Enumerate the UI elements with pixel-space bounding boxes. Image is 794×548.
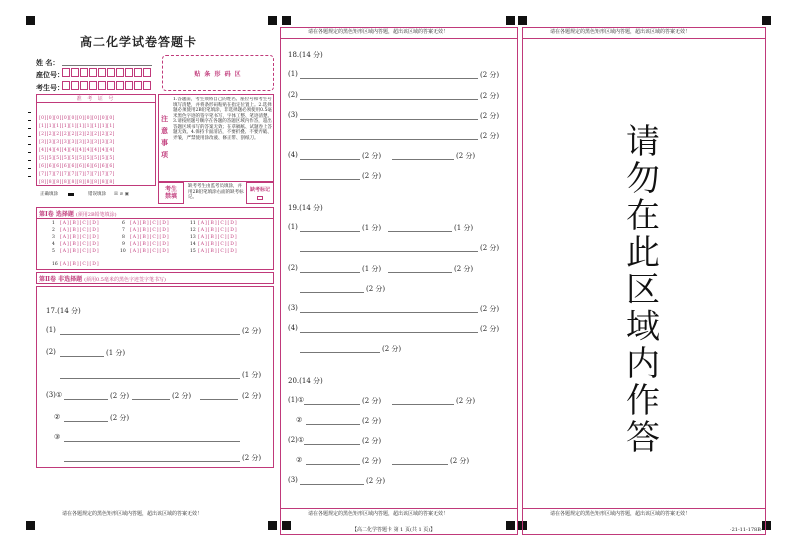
q17-title: 17.(14 分) [46,307,81,315]
q20-part-label: (1)① [288,396,305,404]
q-number: 15 [190,249,196,254]
answer-line[interactable] [132,399,170,400]
exam-boxes[interactable] [62,81,151,90]
answer-line[interactable] [60,334,240,335]
choice-bubbles[interactable]: [A][B][C][D] [130,228,170,233]
q-number: 2 [52,228,55,233]
score-label: (1 分) [106,349,126,357]
card-title: 高二化学试卷答题卡 [80,35,198,49]
name-field[interactable] [62,65,152,66]
score-label: (2 分) [242,327,262,335]
q17-part-label: (1) [46,326,56,334]
answer-line[interactable] [300,292,364,293]
answer-line[interactable] [392,404,454,405]
banner-top-2: 请在各题规定的黑色矩形区域内答题，超出该区域的答案无效！ [308,29,449,35]
exam-number-header: 准 考 证 号 [37,95,155,103]
fill-wrong-label: 错误填涂 [88,192,106,197]
corner-mark [268,16,277,25]
q-number: 9 [122,242,125,247]
no-answer-char: 答 [626,418,660,458]
exam-number-grid[interactable] [36,94,156,186]
q-number: 3 [52,235,55,240]
score-label: (2 分) [362,437,382,445]
score-label: (2 分) [480,92,500,100]
filled-sample [68,193,74,196]
no-answer-char: 内 [626,344,660,384]
choice-bubbles[interactable]: [A][B][C][D] [198,235,238,240]
answer-line[interactable] [60,356,104,357]
no-answer-char: 区 [626,270,660,310]
choice-bubbles[interactable]: [A][B][C][D] [130,235,170,240]
q18-title: 18.(14 分) [288,51,323,59]
q19-part-label: (3) [288,304,298,312]
q19-title: 19.(14 分) [288,204,323,212]
score-label: (2 分) [242,454,262,462]
q19-part-label: (2) [288,264,298,272]
q-number: 4 [52,242,55,247]
score-label: (2 分) [362,152,382,160]
answer-line[interactable] [64,441,240,442]
q-number: 16 [52,262,58,267]
q-number: 11 [190,221,196,226]
score-label: (2 分) [110,414,130,422]
answer-line[interactable] [300,272,360,273]
section2-note: (须用0.5毫米的黑色字迹签字笔书写) [84,277,166,283]
section1-note: (须用2B铅笔填涂) [75,212,117,218]
no-answer-char: 勿 [626,159,660,199]
seat-boxes[interactable] [62,68,151,77]
score-label: (2 分) [366,285,386,293]
choice-bubbles[interactable]: [A][B][C][D] [198,249,238,254]
q20-part-label: (3) [288,476,298,484]
corner-mark [518,16,527,25]
q-number: 13 [190,235,196,240]
q-number: 10 [120,249,126,254]
choice-bubbles[interactable]: [A][B][C][D] [60,262,100,267]
score-label: (1 分) [362,265,382,273]
digit-bubbles[interactable]: [0][0][0][0][0][0][0][0][0][0] [1][1][1][1][1][1][1][1][1][1] [2][2][2][2][2][2][2][2][2][2] [3][3][3][3][3][3][3][3][3][3] [4][4][4][4][4][4][4][4][4][4] [5][5][5][5][5][5][5][5][5][5] [6][6][6][6][6][6][6][6][6][6] [7][7][7][7][7][7][7][7][7][7] [8][8][8][8][8][8][8][8][8][8] [39,116,115,185]
q18-part-label: (3) [288,111,298,119]
choice-bubbles[interactable]: [A][B][C][D] [198,242,238,247]
score-label: (2 分) [450,457,470,465]
answer-line[interactable] [64,461,240,462]
notice-title: 注意事项 [161,114,168,159]
barcode-area [162,55,274,91]
answer-line[interactable] [388,231,452,232]
q-number: 12 [190,228,196,233]
score-label: (2 分) [172,392,192,400]
q19-part-label: (4) [288,324,298,332]
q20-part-label: ② [296,456,303,464]
answer-line[interactable] [300,179,360,180]
answer-line[interactable] [300,159,360,160]
answer-line[interactable] [300,139,478,140]
section2-header [36,272,274,284]
score-label: (2 分) [480,244,500,252]
score-label: (2 分) [480,112,500,120]
no-answer-char: 请 [626,122,660,162]
choice-bubbles[interactable]: [A][B][C][D] [60,249,100,254]
answer-line[interactable] [300,78,478,79]
absent-box[interactable] [246,182,274,204]
answer-line[interactable] [64,421,108,422]
score-label: (1 分) [242,371,262,379]
score-label: (1 分) [454,224,474,232]
q19-part-label: (1) [288,223,298,231]
banner-bottom-2: 请在各题规定的黑色矩形区域内答题，超出该区域的答案无效！ [308,511,449,517]
page-footer: 【高二化学答题卡 第 1 页(共 1 页)】 [352,527,436,533]
answer-line[interactable] [60,378,240,379]
corner-mark [506,16,515,25]
banner-bottom-1: 请在各题规定的黑色矩形区域内答题，超出该区域的答案无效！ [62,511,203,517]
choice-bubbles[interactable]: [A][B][C][D] [130,221,170,226]
q-number: 7 [122,228,125,233]
q17-part-label: (3)① [46,391,63,399]
name-label: 姓 名： [36,58,60,67]
answer-line[interactable] [300,231,360,232]
banner-top-3: 请在各题规定的黑色矩形区域内答题，超出该区域的答案无效！ [550,29,691,35]
rule-title-box [158,182,184,204]
answer-line[interactable] [388,272,452,273]
q20-part-label: ② [296,416,303,424]
no-answer-last [620,420,666,457]
fill-correct-label: 正确填涂 [40,192,58,197]
score-label: (2 分) [456,397,476,405]
absent-label: 缺考标记 [249,187,270,193]
no-answer-char: 作 [626,381,660,421]
answer-line[interactable] [306,464,360,465]
q18-part-label: (2) [288,91,298,99]
no-answer-char: 此 [626,233,660,273]
score-label: (2 分) [480,305,500,313]
section2-title: 第Ⅱ卷 非选择题 [39,276,83,283]
corner-mark [26,16,35,25]
score-label: (2 分) [456,152,476,160]
corner-mark [762,16,771,25]
choice-bubbles[interactable]: [A][B][C][D] [198,228,238,233]
corner-mark [268,521,277,530]
section1-title: 第Ⅰ卷 选择题 [39,211,74,218]
score-label: (2 分) [382,345,402,353]
q17-part-label: ② [54,413,61,421]
choice-bubbles[interactable]: [A][B][C][D] [198,221,238,226]
q17-part-label: (2) [46,348,56,356]
score-label: (2 分) [480,325,500,333]
corner-mark [26,521,35,530]
answer-line[interactable] [392,464,448,465]
rule-title: 考生禁填 [165,186,178,200]
score-label: (2 分) [366,477,386,485]
q17-part-label: ③ [54,433,61,441]
answer-line[interactable] [300,99,478,100]
no-answer-char: 域 [626,307,660,347]
q20-title: 20.(14 分) [288,377,323,385]
q20-part-label: (2)① [288,436,305,444]
score-label: (1 分) [362,224,382,232]
answer-line[interactable] [300,352,380,353]
seat-label: 座位号： [36,70,64,79]
score-label: (2 分) [110,392,130,400]
q18-part-label: (4) [288,151,298,159]
barcode-label: 贴 条 形 码 区 [194,71,242,78]
corner-mark [282,16,291,25]
choice-bubbles[interactable]: [A][B][C][D] [60,242,100,247]
no-answer-notice [620,124,666,420]
choice-bubbles[interactable]: [A][B][C][D] [130,242,170,247]
score-label: (2 分) [242,392,262,400]
answer-line[interactable] [200,399,238,400]
q-number: 6 [122,221,125,226]
rule-text: 缺考考生由监考员填涂，并用2B铅笔填涂右面的缺考标记。 [188,184,244,200]
score-label: (2 分) [362,397,382,405]
answer-line[interactable] [392,159,454,160]
card-code: ·21-11-178B· [730,527,763,533]
score-label: (2 分) [454,265,474,273]
q-number: 14 [190,242,196,247]
no-answer-char: 在 [626,196,660,236]
score-label: (2 分) [480,132,500,140]
answer-line[interactable] [300,119,478,120]
answer-area-2 [280,27,518,535]
choice-bubbles[interactable]: [A][B][C][D] [130,249,170,254]
answer-line[interactable] [304,444,360,445]
q-number: 5 [52,249,55,254]
score-label: (2 分) [362,172,382,180]
q-number: 1 [52,221,55,226]
score-label: (2 分) [362,417,382,425]
answer-line[interactable] [64,399,108,400]
exam-label: 考生号： [36,83,64,92]
notice-items: 1.答题前，考生须将自己的姓名、座位号和考生号填写清楚，并将条形码粘贴在指定位置上。2.选择题必须使用2B铅笔填涂，非选择题必须使用0.5毫米黑色字迹的签字笔书写，字体工整、笔迹清楚。3.请按照题号顺序在各题的答题区域内作答，超出答题区域书写的答案无效；在草稿纸、试题卷上答题无效。4.保持卡面清洁，不要折叠、不要弄破、弄皱，严禁使用涂改液、修正带、刮纸刀。 [173,97,272,141]
answer-line[interactable] [300,332,478,333]
answer-line[interactable] [300,312,478,313]
answer-line[interactable] [304,404,360,405]
answer-line[interactable] [306,424,360,425]
score-label: (2 分) [362,457,382,465]
q18-part-label: (1) [288,70,298,78]
choice-bubbles[interactable]: [A][B][C][D] [60,221,100,226]
choice-bubbles[interactable]: [A][B][C][D] [60,228,100,233]
notice-box [158,94,274,182]
score-label: (2 分) [480,71,500,79]
q-number: 8 [122,235,125,240]
choice-bubbles[interactable]: [A][B][C][D] [60,235,100,240]
answer-line[interactable] [300,251,478,252]
answer-line[interactable] [300,484,364,485]
banner-bottom-3: 请在各题规定的黑色矩形区域内答题，超出该区域的答案无效！ [550,511,691,517]
